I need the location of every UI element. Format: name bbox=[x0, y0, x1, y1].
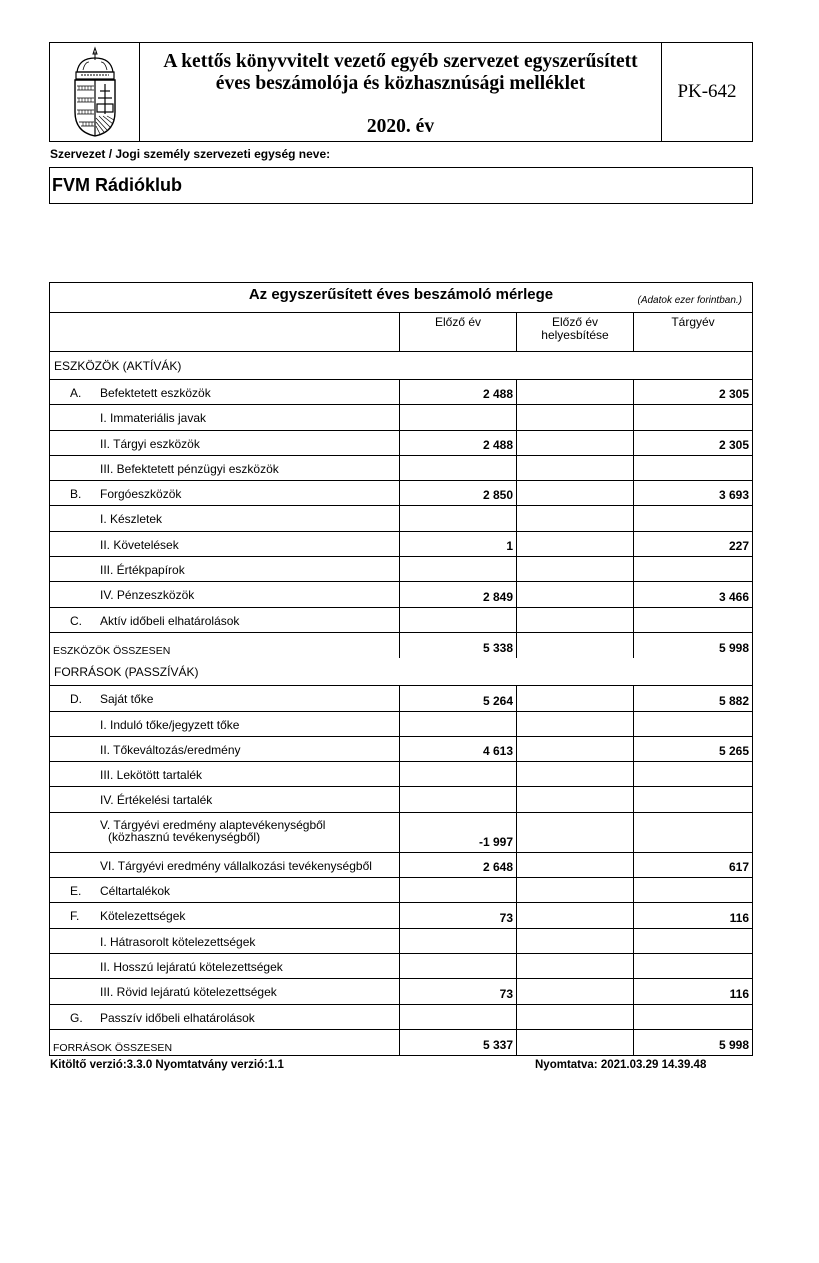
table-row bbox=[50, 929, 752, 954]
table-row bbox=[50, 813, 752, 853]
row-label: I. Induló tőke/jegyzett tőke bbox=[100, 717, 240, 732]
version-info: Kitöltő verzió:3.3.0 Nyomtatvány verzió:1.1 bbox=[50, 1059, 284, 1071]
row-label-cell bbox=[50, 787, 400, 811]
value-prev-year: 1 bbox=[400, 532, 517, 556]
value-prev-year: -1 997 bbox=[400, 813, 517, 852]
balance-sheet-table bbox=[49, 282, 753, 1056]
value-prev-year bbox=[400, 506, 517, 530]
value-correction bbox=[517, 762, 634, 786]
form-title bbox=[140, 43, 662, 141]
row-label-cell bbox=[50, 853, 400, 877]
row-label-cell bbox=[50, 813, 400, 852]
row-letter: E. bbox=[70, 884, 82, 899]
value-correction bbox=[517, 813, 634, 852]
table-row bbox=[50, 878, 752, 903]
value-current-year bbox=[634, 954, 752, 978]
value-prev-year bbox=[400, 878, 517, 902]
row-label-cell bbox=[50, 380, 400, 404]
table-row bbox=[50, 405, 752, 430]
row-letter: D. bbox=[70, 692, 82, 707]
row-label-cell bbox=[50, 762, 400, 786]
row-label-cell bbox=[50, 481, 400, 505]
value-correction bbox=[517, 557, 634, 581]
value-current-year: 5 265 bbox=[718, 744, 749, 759]
row-label-cell bbox=[50, 557, 400, 581]
value-current-year: 2 305 bbox=[718, 387, 749, 402]
value-correction bbox=[517, 979, 634, 1003]
organization-name-field bbox=[49, 167, 753, 204]
value-prev-year: 4 613 bbox=[400, 737, 517, 761]
row-label: I. Immateriális javak bbox=[100, 411, 207, 426]
table-row bbox=[50, 712, 752, 737]
value-prev-year bbox=[400, 608, 517, 632]
value-prev-year: 73 bbox=[400, 903, 517, 927]
table-row bbox=[50, 686, 752, 711]
column-header-correction bbox=[517, 313, 634, 351]
value-current-year: 116 bbox=[729, 986, 749, 1001]
row-label-cell bbox=[50, 686, 400, 710]
total-label: FORRÁSOK ÖSSZESEN bbox=[53, 1041, 173, 1054]
value-current-year bbox=[634, 762, 752, 786]
row-letter: A. bbox=[70, 386, 82, 400]
row-label: Aktív időbeli elhatárolások bbox=[100, 613, 240, 628]
row-label-cell bbox=[50, 582, 400, 606]
value-current-year: 116 bbox=[729, 910, 749, 925]
row-label-cell bbox=[50, 431, 400, 455]
unit-note: (Adatok ezer forintban.) bbox=[637, 295, 742, 306]
row-label bbox=[100, 819, 325, 843]
row-label: III. Rövid lejáratú kötelezettségek bbox=[100, 985, 277, 1000]
value-prev-year: 2 648 bbox=[400, 853, 517, 877]
value-current-year bbox=[634, 456, 752, 480]
value-current-year: 5 998 bbox=[718, 1038, 749, 1053]
value-prev-year: 2 850 bbox=[400, 481, 517, 505]
table-row bbox=[50, 532, 752, 557]
row-letter: F. bbox=[70, 909, 80, 924]
table-row bbox=[50, 431, 752, 456]
row-label: III. Értékpapírok bbox=[100, 563, 185, 578]
table-row bbox=[50, 557, 752, 582]
column-header-correction-line1: Előző év bbox=[551, 315, 599, 329]
table-row bbox=[50, 737, 752, 762]
form-title-line2: éves beszámolója és közhasznúsági melléklet bbox=[215, 73, 586, 94]
value-current-year: 3 693 bbox=[718, 488, 749, 503]
row-label: III. Befektetett pénzügyi eszközök bbox=[100, 461, 279, 476]
value-prev-year bbox=[400, 456, 517, 480]
value-correction bbox=[517, 532, 634, 556]
value-current-year: 2 305 bbox=[718, 437, 749, 452]
value-prev-year bbox=[400, 557, 517, 581]
row-label-line1: V. Tárgyévi eredmény alaptevékenységből bbox=[100, 817, 326, 832]
value-prev-year bbox=[400, 954, 517, 978]
value-correction bbox=[517, 633, 634, 658]
row-label: IV. Pénzeszközök bbox=[100, 588, 195, 603]
table-row bbox=[50, 380, 752, 405]
form-code: PK-642 bbox=[677, 81, 737, 102]
table-row bbox=[50, 608, 752, 633]
value-prev-year: 5 338 bbox=[400, 633, 517, 658]
value-current-year bbox=[634, 878, 752, 902]
row-label-cell bbox=[50, 1030, 400, 1055]
value-correction bbox=[517, 380, 634, 404]
row-label-cell bbox=[50, 506, 400, 530]
value-correction bbox=[517, 608, 634, 632]
balance-sheet-title: Az egyszerűsített éves beszámoló mérlege bbox=[248, 286, 554, 303]
row-label-cell bbox=[50, 712, 400, 736]
row-label-cell bbox=[50, 456, 400, 480]
value-correction bbox=[517, 481, 634, 505]
table-row bbox=[50, 456, 752, 481]
table-row bbox=[50, 787, 752, 812]
value-current-year: 5 998 bbox=[718, 641, 749, 656]
table-row bbox=[50, 1030, 752, 1055]
row-label: Passzív időbeli elhatárolások bbox=[100, 1010, 255, 1025]
value-correction bbox=[517, 853, 634, 877]
value-correction bbox=[517, 582, 634, 606]
value-correction bbox=[517, 686, 634, 710]
row-letter: B. bbox=[70, 487, 82, 502]
row-letter: C. bbox=[70, 613, 82, 628]
organization-label: Szervezet / Jogi személy szervezeti egység neve: bbox=[50, 147, 331, 161]
row-label-cell bbox=[50, 929, 400, 953]
value-current-year bbox=[634, 608, 752, 632]
table-row bbox=[50, 582, 752, 607]
value-correction bbox=[517, 1005, 634, 1029]
value-current-year bbox=[634, 405, 752, 429]
print-timestamp: Nyomtatva: 2021.03.29 14.39.48 bbox=[535, 1059, 707, 1071]
row-label-cell bbox=[50, 737, 400, 761]
row-letter: G. bbox=[70, 1010, 83, 1025]
row-label: I. Készletek bbox=[100, 512, 163, 527]
table-row bbox=[50, 481, 752, 506]
value-current-year bbox=[634, 506, 752, 530]
value-current-year bbox=[634, 929, 752, 953]
row-label: Befektetett eszközök bbox=[100, 386, 211, 400]
value-current-year: 3 466 bbox=[718, 589, 749, 604]
column-header-current: Tárgyév bbox=[671, 315, 715, 329]
row-label: Kötelezettségek bbox=[100, 909, 186, 924]
section-assets bbox=[50, 352, 752, 380]
row-label: II. Tárgyi eszközök bbox=[100, 436, 200, 451]
row-label: II. Tőkeváltozás/eredmény bbox=[100, 742, 241, 757]
value-current-year bbox=[634, 787, 752, 811]
row-label: IV. Értékelési tartalék bbox=[100, 793, 213, 808]
value-correction bbox=[517, 712, 634, 736]
value-prev-year bbox=[400, 762, 517, 786]
value-correction bbox=[517, 1030, 634, 1055]
value-prev-year bbox=[400, 405, 517, 429]
table-row bbox=[50, 1005, 752, 1030]
value-prev-year bbox=[400, 787, 517, 811]
value-prev-year bbox=[400, 1005, 517, 1029]
value-correction bbox=[517, 506, 634, 530]
value-correction bbox=[517, 878, 634, 902]
table-row bbox=[50, 762, 752, 787]
value-correction bbox=[517, 954, 634, 978]
value-prev-year: 2 488 bbox=[400, 380, 517, 404]
balance-sheet-title-row bbox=[50, 283, 752, 313]
value-current-year bbox=[634, 1005, 752, 1029]
row-label-cell bbox=[50, 954, 400, 978]
organization-name: FVM Rádióklub bbox=[52, 175, 182, 195]
row-label-cell bbox=[50, 633, 400, 658]
table-row bbox=[50, 506, 752, 531]
row-label-line2: (közhasznú tevékenységből) bbox=[108, 829, 261, 844]
form-year: 2020. év bbox=[366, 116, 435, 137]
column-header-row bbox=[50, 313, 752, 352]
value-current-year: 227 bbox=[728, 539, 749, 554]
value-current-year bbox=[634, 557, 752, 581]
row-label-cell bbox=[50, 405, 400, 429]
value-correction bbox=[517, 456, 634, 480]
value-prev-year: 2 849 bbox=[400, 582, 517, 606]
hungarian-coat-of-arms-icon bbox=[67, 46, 123, 138]
value-current-year bbox=[634, 712, 752, 736]
value-current-year: 617 bbox=[728, 860, 749, 875]
table-row bbox=[50, 853, 752, 878]
row-label: II. Követelések bbox=[100, 537, 179, 552]
row-label: II. Hosszú lejáratú kötelezettségek bbox=[100, 959, 283, 974]
value-correction bbox=[517, 405, 634, 429]
row-label-cell bbox=[50, 878, 400, 902]
value-prev-year bbox=[400, 929, 517, 953]
section-liabilities-label: FORRÁSOK (PASSZÍVÁK) bbox=[54, 665, 199, 680]
form-header bbox=[49, 42, 753, 142]
row-label-cell bbox=[50, 1005, 400, 1029]
section-assets-label: ESZKÖZÖK (AKTÍVÁK) bbox=[54, 359, 182, 373]
header-label-cell bbox=[50, 313, 400, 351]
value-prev-year: 2 488 bbox=[400, 431, 517, 455]
row-label: III. Lekötött tartalék bbox=[100, 768, 203, 783]
row-label-cell bbox=[50, 532, 400, 556]
value-prev-year: 5 264 bbox=[400, 686, 517, 710]
value-correction bbox=[517, 787, 634, 811]
value-correction bbox=[517, 929, 634, 953]
section-liabilities bbox=[50, 658, 752, 686]
row-label: Saját tőke bbox=[100, 692, 154, 707]
row-label-cell bbox=[50, 903, 400, 927]
value-current-year bbox=[634, 813, 752, 852]
row-label: VI. Tárgyévi eredmény vállalkozási tevékenységből bbox=[100, 858, 372, 873]
value-correction bbox=[517, 903, 634, 927]
table-row bbox=[50, 954, 752, 979]
row-label-cell bbox=[50, 979, 400, 1003]
column-header-prev: Előző év bbox=[400, 313, 517, 351]
table-row bbox=[50, 633, 752, 658]
value-correction bbox=[517, 737, 634, 761]
row-label-cell bbox=[50, 608, 400, 632]
value-prev-year bbox=[400, 712, 517, 736]
form-title-line1: A kettős könyvvitelt vezető egyéb szervezet egyszerűsített bbox=[163, 51, 638, 72]
value-correction bbox=[517, 431, 634, 455]
total-label: ESZKÖZÖK ÖSSZESEN bbox=[53, 644, 171, 657]
table-row bbox=[50, 979, 752, 1004]
value-prev-year: 5 337 bbox=[400, 1030, 517, 1055]
coat-of-arms-cell bbox=[50, 43, 140, 141]
table-row bbox=[50, 903, 752, 928]
row-label: Céltartalékok bbox=[100, 884, 171, 899]
row-label: I. Hátrasorolt kötelezettségek bbox=[100, 934, 256, 949]
column-header-correction-line2: helyesbítése bbox=[541, 328, 609, 342]
value-prev-year: 73 bbox=[400, 979, 517, 1003]
row-label: Forgóeszközök bbox=[100, 487, 182, 502]
value-current-year: 5 882 bbox=[718, 693, 749, 708]
